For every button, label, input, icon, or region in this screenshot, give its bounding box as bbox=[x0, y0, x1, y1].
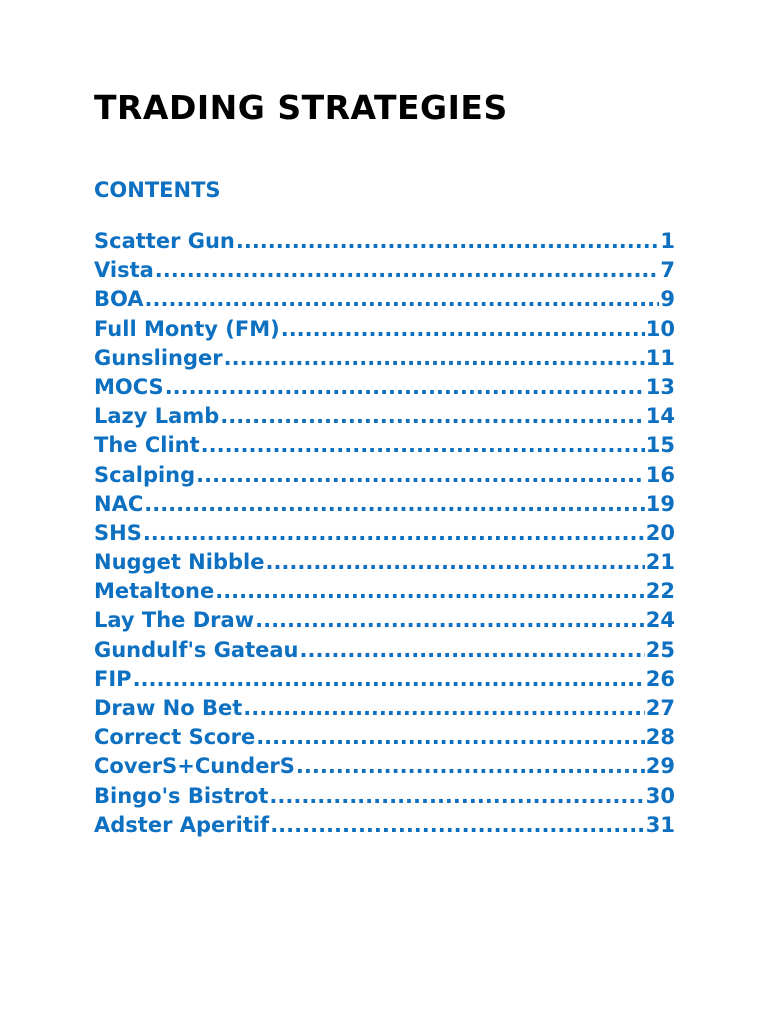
toc-entry-boa[interactable] bbox=[94, 285, 675, 314]
toc-page-number: 14 bbox=[645, 404, 675, 429]
toc-entry-label: FIP bbox=[94, 666, 132, 691]
toc-page-number: 11 bbox=[645, 345, 675, 370]
toc-page-number: 25 bbox=[645, 637, 675, 662]
toc-page-number: 27 bbox=[645, 696, 675, 720]
toc-entry-label: Metaltone bbox=[94, 579, 215, 604]
contents-heading: CONTENTS bbox=[94, 178, 221, 202]
toc-page-number: 21 bbox=[645, 550, 675, 575]
toc-entry-label: MOCS bbox=[94, 374, 164, 399]
toc-entry-scatter-gun[interactable] bbox=[94, 227, 675, 256]
document-title: TRADING STRATEGIES bbox=[94, 88, 508, 127]
toc-dot-leader bbox=[133, 665, 645, 694]
toc-entry-mocs[interactable] bbox=[94, 373, 675, 402]
toc-entry-nugget-nibble[interactable] bbox=[94, 548, 675, 577]
toc-entry-label: Scatter Gun bbox=[94, 229, 235, 253]
toc-dot-leader bbox=[243, 694, 644, 723]
toc-dot-leader bbox=[144, 490, 645, 519]
toc-page-number: 9 bbox=[660, 287, 675, 312]
toc-dot-leader bbox=[265, 548, 644, 577]
toc-entry-covers-cunders[interactable] bbox=[94, 752, 675, 781]
toc-dot-leader bbox=[269, 782, 644, 811]
toc-page-number: 29 bbox=[645, 754, 675, 779]
toc-dot-leader bbox=[165, 373, 645, 402]
toc-entry-the-clint[interactable] bbox=[94, 431, 675, 460]
toc-entry-label: The Clint bbox=[94, 433, 200, 458]
toc-entry-label: NAC bbox=[94, 491, 144, 516]
toc-entry-nac[interactable] bbox=[94, 490, 675, 519]
toc-dot-leader bbox=[296, 752, 645, 781]
toc-dot-leader bbox=[155, 256, 660, 285]
toc-dot-leader bbox=[300, 636, 645, 665]
toc-dot-leader bbox=[220, 402, 645, 431]
toc-entry-gundulfs-gateau[interactable] bbox=[94, 636, 675, 665]
toc-dot-leader bbox=[215, 577, 645, 606]
toc-entry-fip[interactable] bbox=[94, 665, 675, 694]
toc-page-number: 30 bbox=[645, 783, 675, 808]
table-of-contents bbox=[94, 227, 675, 840]
toc-entry-label: Adster Aperitif bbox=[94, 812, 270, 837]
toc-dot-leader bbox=[281, 315, 645, 344]
toc-page-number: 15 bbox=[645, 433, 675, 458]
toc-page-number: 19 bbox=[645, 491, 675, 516]
toc-entry-full-monty[interactable] bbox=[94, 315, 675, 344]
toc-dot-leader bbox=[270, 811, 645, 840]
toc-page-number: 20 bbox=[645, 520, 675, 545]
toc-entry-label: SHS bbox=[94, 520, 142, 545]
toc-entry-label: Gunslinger bbox=[94, 345, 223, 370]
toc-entry-gunslinger[interactable] bbox=[94, 344, 675, 373]
toc-entry-label: Lazy Lamb bbox=[94, 404, 220, 429]
toc-page-number: 1 bbox=[660, 229, 675, 253]
toc-dot-leader bbox=[145, 285, 660, 314]
toc-dot-leader bbox=[256, 723, 645, 752]
toc-dot-leader bbox=[236, 227, 660, 256]
toc-entry-metaltone[interactable] bbox=[94, 577, 675, 606]
toc-entry-label: Full Monty (FM) bbox=[94, 316, 280, 341]
toc-dot-leader bbox=[143, 519, 645, 548]
toc-entry-adster-aperitif[interactable] bbox=[94, 811, 675, 840]
toc-entry-lazy-lamb[interactable] bbox=[94, 402, 675, 431]
toc-entry-lay-the-draw[interactable] bbox=[94, 606, 675, 635]
toc-entry-bingos-bistrot[interactable] bbox=[94, 782, 675, 811]
toc-entry-label: BOA bbox=[94, 287, 144, 312]
toc-entry-label: Bingo's Bistrot bbox=[94, 783, 269, 808]
toc-dot-leader bbox=[201, 431, 645, 460]
toc-page-number: 28 bbox=[645, 725, 675, 750]
toc-dot-leader bbox=[196, 461, 645, 490]
toc-entry-label: Gundulf's Gateau bbox=[94, 637, 299, 662]
toc-page-number: 31 bbox=[645, 812, 675, 837]
toc-entry-label: Lay The Draw bbox=[94, 608, 255, 633]
toc-page-number: 7 bbox=[660, 258, 675, 283]
toc-dot-leader bbox=[255, 606, 645, 635]
toc-entry-label: Draw No Bet bbox=[94, 696, 243, 720]
toc-entry-label: Correct Score bbox=[94, 725, 256, 750]
toc-page-number: 10 bbox=[645, 316, 675, 341]
toc-entry-correct-score[interactable] bbox=[94, 723, 675, 752]
toc-page-number: 24 bbox=[645, 608, 675, 633]
toc-entry-label: CoverS+CunderS bbox=[94, 754, 295, 779]
toc-entry-scalping[interactable] bbox=[94, 461, 675, 490]
toc-page-number: 13 bbox=[645, 374, 675, 399]
toc-page-number: 22 bbox=[645, 579, 675, 604]
toc-dot-leader bbox=[224, 344, 645, 373]
toc-page-number: 16 bbox=[645, 462, 675, 487]
toc-entry-vista[interactable] bbox=[94, 256, 675, 285]
toc-entry-label: Vista bbox=[94, 258, 154, 283]
toc-entry-label: Nugget Nibble bbox=[94, 550, 265, 575]
toc-entry-draw-no-bet[interactable] bbox=[94, 694, 675, 723]
toc-page-number: 26 bbox=[645, 666, 675, 691]
toc-entry-shs[interactable] bbox=[94, 519, 675, 548]
toc-entry-label: Scalping bbox=[94, 462, 196, 487]
